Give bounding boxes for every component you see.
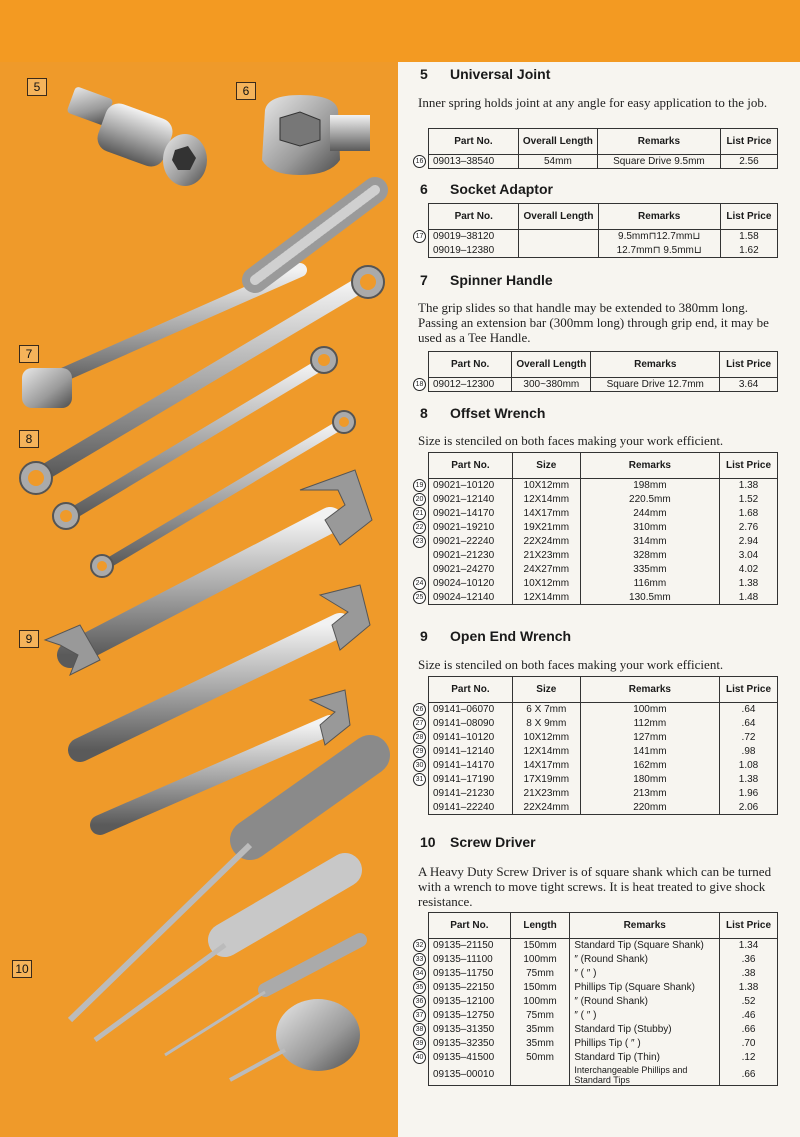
item-ref-number: 29: [413, 745, 426, 758]
table-row: [429, 244, 778, 258]
section-title-socket-adaptor: 6 Socket Adaptor: [420, 181, 553, 197]
cell-part: 09135–31350: [429, 1023, 511, 1037]
cell-len: 100mm: [510, 995, 570, 1009]
cell-rem: 12.7mm⊓ 9.5mm⊔: [598, 244, 720, 258]
cell-size: 24X27mm: [512, 563, 580, 577]
cell-price: .38: [720, 967, 778, 981]
figure-tag-8: 8: [19, 430, 39, 448]
cell-price: 1.08: [720, 759, 778, 773]
cell-size: 17X19mm: [512, 773, 580, 787]
cell-price: .98: [720, 745, 778, 759]
table-row: [429, 995, 778, 1009]
cell-rem: 220mm: [580, 801, 719, 815]
section-title-offset-wrench: 8 Offset Wrench: [420, 405, 546, 421]
item-ref-number: 23: [413, 535, 426, 548]
table-row: [429, 981, 778, 995]
cell-part: 09135–00010: [429, 1065, 511, 1086]
item-ref-number: 30: [413, 759, 426, 772]
figure-tag-7: 7: [19, 345, 39, 363]
screwdrivers-image: [70, 755, 370, 1080]
cell-part: 09135–41500: [429, 1051, 511, 1065]
table-row: [429, 1065, 778, 1086]
cell-rem: Standard Tip (Square Shank): [570, 939, 720, 953]
table-row: [429, 591, 778, 605]
col-header: Remarks: [570, 913, 720, 939]
cell-part: 09021–10120: [429, 479, 513, 493]
cell-part: 09141–08090: [429, 717, 513, 731]
cell-size: 8 X 9mm: [512, 717, 580, 731]
table-row: [429, 1037, 778, 1051]
item-ref-number: 26: [413, 703, 426, 716]
cell-rem: 9.5mm⊓12.7mm⊔: [598, 230, 720, 244]
col-header: Part No.: [429, 352, 512, 378]
item-ref-number: 17: [413, 230, 426, 243]
cell-rem: 335mm: [580, 563, 719, 577]
cell-part: 09024–12140: [429, 591, 513, 605]
table-row: [429, 787, 778, 801]
cell-price: 3.64: [720, 378, 778, 392]
item-ref-number: 35: [413, 981, 426, 994]
cell-part: 09141–12140: [429, 745, 513, 759]
cell-rem: 220.5mm: [580, 493, 719, 507]
table-row: [429, 230, 778, 244]
item-ref-number: 31: [413, 773, 426, 786]
cell-rem: 213mm: [580, 787, 719, 801]
cell-price: .52: [720, 995, 778, 1009]
cell-rem: Standard Tip (Thin): [570, 1051, 720, 1065]
cell-part: 09141–06070: [429, 703, 513, 717]
col-header: Size: [512, 453, 580, 479]
item-ref-number: 37: [413, 1009, 426, 1022]
spec-table-offset-wrench: [428, 452, 778, 605]
cell-price: .66: [720, 1065, 778, 1086]
table-row: [429, 967, 778, 981]
cell-part: 09019–12380: [429, 244, 519, 258]
col-header: Remarks: [580, 453, 719, 479]
item-ref-number: 34: [413, 967, 426, 980]
cell-part: 09141–10120: [429, 731, 513, 745]
cell-price: .12: [720, 1051, 778, 1065]
col-header: List Price: [720, 913, 778, 939]
cell-price: 1.96: [720, 787, 778, 801]
col-header: Remarks: [591, 352, 720, 378]
cell-price: 3.04: [720, 549, 778, 563]
cell-len: 300~380mm: [512, 378, 591, 392]
cell-rem: 162mm: [580, 759, 719, 773]
cell-part: 09135–22150: [429, 981, 511, 995]
cell-len: 100mm: [510, 953, 570, 967]
table-row: [429, 1009, 778, 1023]
table-row: [429, 703, 778, 717]
table-row: [429, 745, 778, 759]
cell-size: 10X12mm: [512, 731, 580, 745]
cell-rem: Square Drive 9.5mm: [597, 155, 720, 169]
col-header: List Price: [720, 352, 778, 378]
cell-rem: Square Drive 12.7mm: [591, 378, 720, 392]
cell-size: 10X12mm: [512, 479, 580, 493]
cell-rem: 100mm: [580, 703, 719, 717]
item-ref-number: 33: [413, 953, 426, 966]
cell-len: 35mm: [510, 1037, 570, 1051]
cell-size: 14X17mm: [512, 759, 580, 773]
table-row: [429, 549, 778, 563]
item-ref-number: 36: [413, 995, 426, 1008]
cell-part: 09135–32350: [429, 1037, 511, 1051]
cell-size: 12X14mm: [512, 745, 580, 759]
cell-size: 22X24mm: [512, 535, 580, 549]
cell-rem: Phillips Tip (Square Shank): [570, 981, 720, 995]
spec-table-screw-driver: [428, 912, 778, 1086]
item-ref-number: 39: [413, 1037, 426, 1050]
item-ref-number: 18: [413, 378, 426, 391]
cell-rem: 314mm: [580, 535, 719, 549]
section-title-universal-joint: 5 Universal Joint: [420, 66, 551, 82]
cell-len: 50mm: [510, 1051, 570, 1065]
cell-size: 14X17mm: [512, 507, 580, 521]
cell-rem: ″ (Round Shank): [570, 953, 720, 967]
table-row: [429, 521, 778, 535]
cell-rem: 130.5mm: [580, 591, 719, 605]
spec-table-spinner-handle: [428, 351, 778, 392]
cell-price: 1.38: [720, 577, 778, 591]
cell-rem: Phillips Tip ( ″ ): [570, 1037, 720, 1051]
tools-illustration: [0, 0, 398, 1137]
item-ref-number: 40: [413, 1051, 426, 1064]
cell-price: 1.62: [720, 244, 777, 258]
cell-size: 19X21mm: [512, 521, 580, 535]
table-row: [429, 759, 778, 773]
cell-len: [519, 244, 598, 258]
table-row: [429, 155, 778, 169]
cell-price: 1.52: [720, 493, 778, 507]
cell-size: 21X23mm: [512, 549, 580, 563]
cell-len: 150mm: [510, 981, 570, 995]
figure-tag-10: 10: [12, 960, 32, 978]
cell-price: .36: [720, 953, 778, 967]
col-header: Length: [510, 913, 570, 939]
cell-part: 09021–12140: [429, 493, 513, 507]
section-desc-offset-wrench: Size is stenciled on both faces making your work efficient.: [418, 433, 724, 448]
cell-len: 75mm: [510, 967, 570, 981]
section-desc-spinner-handle: The grip slides so that handle may be extended to 380mm long. Passing an extension bar (300mm long) through grip end, it may be used as a Tee Handle.: [418, 300, 769, 345]
section-title-open-end-wrench: 9 Open End Wrench: [420, 628, 572, 644]
cell-price: .72: [720, 731, 778, 745]
col-header: Overall Length: [518, 129, 597, 155]
cell-size: 21X23mm: [512, 787, 580, 801]
cell-part: 09135–12100: [429, 995, 511, 1009]
cell-part: 09135–11100: [429, 953, 511, 967]
cell-part: 09141–17190: [429, 773, 513, 787]
universal-joint-image: [66, 86, 207, 186]
table-row: [429, 717, 778, 731]
item-ref-number: 32: [413, 939, 426, 952]
col-header: List Price: [720, 677, 778, 703]
cell-len: 54mm: [518, 155, 597, 169]
item-ref-number: 28: [413, 731, 426, 744]
cell-part: 09021–21230: [429, 549, 513, 563]
table-row: [429, 507, 778, 521]
cell-price: 1.38: [720, 479, 778, 493]
cell-price: 2.94: [720, 535, 778, 549]
cell-price: 1.38: [720, 773, 778, 787]
cell-rem: ″ ( ″ ): [570, 967, 720, 981]
cell-price: .64: [720, 703, 778, 717]
col-header: Remarks: [580, 677, 719, 703]
cell-price: 1.34: [720, 939, 778, 953]
item-ref-number: 25: [413, 591, 426, 604]
cell-price: 1.38: [720, 981, 778, 995]
cell-rem: Interchangeable Phillips and Standard Tips: [570, 1065, 720, 1086]
cell-rem: 310mm: [580, 521, 719, 535]
cell-size: 10X12mm: [512, 577, 580, 591]
cell-price: 2.56: [720, 155, 777, 169]
cell-rem: 112mm: [580, 717, 719, 731]
item-ref-number: 24: [413, 577, 426, 590]
item-ref-number: 22: [413, 521, 426, 534]
cell-part: 09021–22240: [429, 535, 513, 549]
cell-part: 09013–38540: [429, 155, 519, 169]
cell-rem: 328mm: [580, 549, 719, 563]
cell-size: 22X24mm: [512, 801, 580, 815]
table-row: [429, 953, 778, 967]
cell-price: 2.06: [720, 801, 778, 815]
cell-part: 09021–19210: [429, 521, 513, 535]
item-ref-number: 38: [413, 1023, 426, 1036]
cell-size: 12X14mm: [512, 493, 580, 507]
table-row: [429, 939, 778, 953]
cell-price: 1.58: [720, 230, 777, 244]
table-row: [429, 563, 778, 577]
table-row: [429, 493, 778, 507]
section-desc-open-end-wrench: Size is stenciled on both faces making your work efficient.: [418, 657, 724, 672]
section-desc-screw-driver: A Heavy Duty Screw Driver is of square shank which can be turned with a wrench to move tight screws. It is heat treated to give shock resistance.: [418, 864, 772, 909]
cell-part: 09021–24270: [429, 563, 513, 577]
figure-tag-6: 6: [236, 82, 256, 100]
cell-part: 09024–10120: [429, 577, 513, 591]
cell-part: 09019–38120: [429, 230, 519, 244]
col-header: Remarks: [598, 204, 720, 230]
cell-part: 09135–11750: [429, 967, 511, 981]
cell-len: 35mm: [510, 1023, 570, 1037]
cell-rem: 116mm: [580, 577, 719, 591]
item-ref-number: 27: [413, 717, 426, 730]
cell-len: 150mm: [510, 939, 570, 953]
cell-size: 6 X 7mm: [512, 703, 580, 717]
table-row: [429, 479, 778, 493]
item-ref-number: 21: [413, 507, 426, 520]
col-header: Part No.: [429, 453, 513, 479]
col-header: Part No.: [429, 677, 513, 703]
table-row: [429, 801, 778, 815]
cell-part: 09012–12300: [429, 378, 512, 392]
cell-rem: 198mm: [580, 479, 719, 493]
section-title-spinner-handle: 7 Spinner Handle: [420, 272, 553, 288]
cell-part: 09135–12750: [429, 1009, 511, 1023]
section-desc-universal-joint: Inner spring holds joint at any angle for easy application to the job.: [418, 95, 768, 110]
cell-price: .46: [720, 1009, 778, 1023]
table-row: [429, 1023, 778, 1037]
cell-rem: 127mm: [580, 731, 719, 745]
col-header: Remarks: [597, 129, 720, 155]
cell-len: [519, 230, 598, 244]
cell-price: 2.76: [720, 521, 778, 535]
cell-rem: ″ (Round Shank): [570, 995, 720, 1009]
section-title-screw-driver: 10 Screw Driver: [420, 834, 536, 850]
spec-table-universal-joint: [428, 128, 778, 169]
item-ref-number: 16: [413, 155, 426, 168]
figure-tag-9: 9: [19, 630, 39, 648]
figure-tag-5: 5: [27, 78, 47, 96]
cell-price: 4.02: [720, 563, 778, 577]
table-row: [429, 577, 778, 591]
col-header: Size: [512, 677, 580, 703]
spec-table-open-end-wrench: [428, 676, 778, 815]
cell-rem: 180mm: [580, 773, 719, 787]
spec-table-socket-adaptor: [428, 203, 778, 258]
col-header: Overall Length: [519, 204, 598, 230]
cell-rem: 244mm: [580, 507, 719, 521]
col-header: Part No.: [429, 129, 519, 155]
col-header: Part No.: [429, 204, 519, 230]
col-header: List Price: [720, 453, 778, 479]
socket-adaptor-image: [262, 95, 370, 175]
table-row: [429, 1051, 778, 1065]
table-row: [429, 731, 778, 745]
cell-rem: Standard Tip (Stubby): [570, 1023, 720, 1037]
cell-price: .64: [720, 717, 778, 731]
cell-part: 09141–21230: [429, 787, 513, 801]
cell-price: 1.68: [720, 507, 778, 521]
col-header: List Price: [720, 204, 777, 230]
cell-rem: ″ ( ″ ): [570, 1009, 720, 1023]
cell-len: [510, 1065, 570, 1086]
cell-price: .66: [720, 1023, 778, 1037]
col-header: Overall Length: [512, 352, 591, 378]
table-row: [429, 535, 778, 549]
table-row: [429, 378, 778, 392]
table-row: [429, 773, 778, 787]
cell-size: 12X14mm: [512, 591, 580, 605]
cell-part: 09141–22240: [429, 801, 513, 815]
cell-part: 09021–14170: [429, 507, 513, 521]
cell-rem: 141mm: [580, 745, 719, 759]
cell-part: 09141–14170: [429, 759, 513, 773]
cell-len: 75mm: [510, 1009, 570, 1023]
item-ref-number: 19: [413, 479, 426, 492]
cell-price: 1.48: [720, 591, 778, 605]
item-ref-number: 20: [413, 493, 426, 506]
cell-part: 09135–21150: [429, 939, 511, 953]
cell-price: .70: [720, 1037, 778, 1051]
col-header: List Price: [720, 129, 777, 155]
col-header: Part No.: [429, 913, 511, 939]
